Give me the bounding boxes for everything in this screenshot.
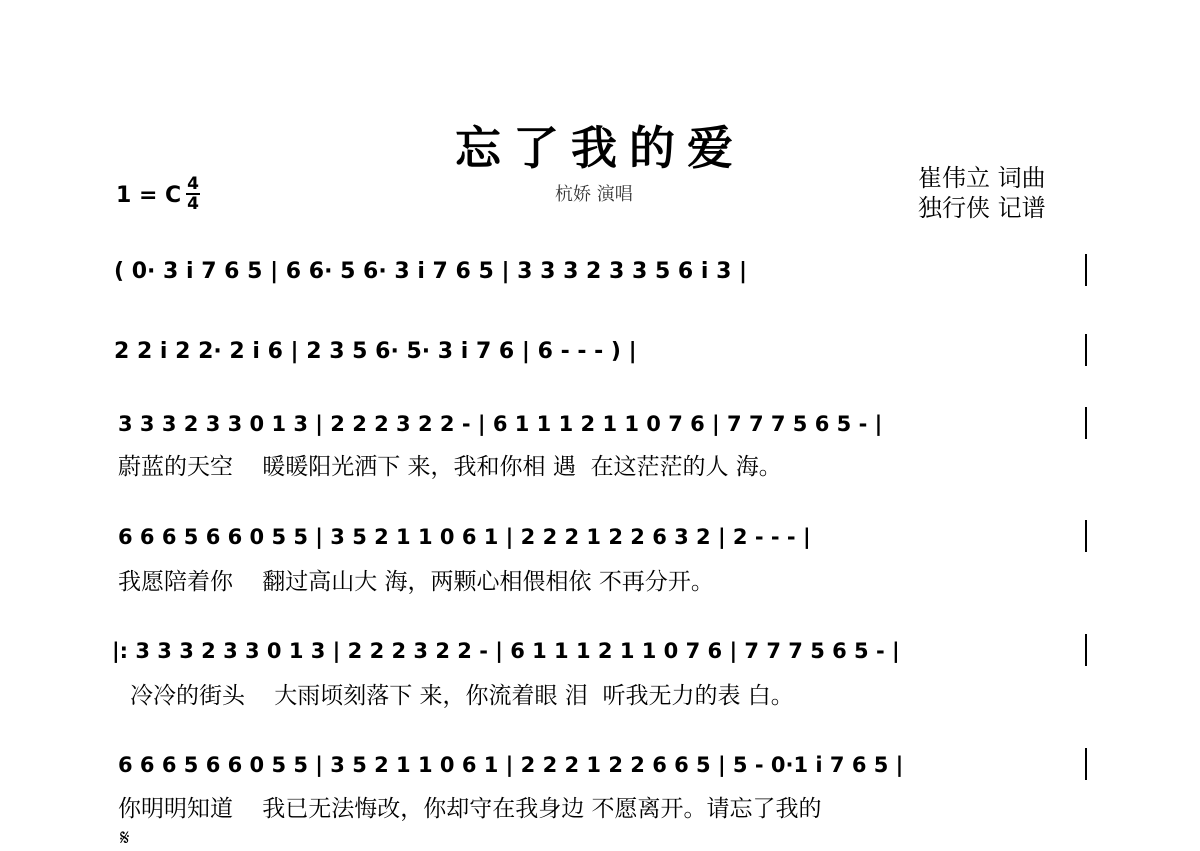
notation-text: 6 6 6 5 6 6 0 5 5 | 3 5 2 1 1 0 6 1 | 2 2 2 1 2 2 6 3 2 | 2 - - - | — [118, 525, 811, 549]
notation-line-5 — [0, 630, 1200, 670]
notation-staff-4 — [0, 516, 1200, 556]
song-title: 忘了我的爱 — [455, 121, 745, 175]
lyric-line-2: 我愿陪着你 翻过高山大 海，两颗心相偎相依 不再分开。 — [118, 569, 714, 595]
credits-block — [918, 163, 1046, 223]
notation-text: |: 3 3 3 2 3 3 0 1 3 | 2 2 2 3 2 2 - | 6 1 1 1 2 1 1 0 7 6 | 7 7 7 5 6 5 - | — [112, 639, 900, 663]
time-signature-top: 4 — [187, 174, 199, 194]
singer-credit: 杭娇 演唱 — [555, 184, 633, 205]
notation-staff-1 — [0, 250, 1200, 290]
notation-line-6 — [0, 744, 1200, 784]
lyric-line-4: 你明明知道 我已无法悔改，你却守在我身边 不愿离开。请忘了我的 — [118, 796, 822, 822]
notation-text: 3 3 3 2 3 3 0 1 3 | 2 2 2 3 2 2 - | 6 1 1 1 2 1 1 0 7 6 | 7 7 7 5 6 5 - | — [118, 412, 883, 436]
notation-staff-6 — [0, 744, 1200, 784]
notation-line-3 — [0, 403, 1200, 443]
notation-line-1 — [0, 250, 1200, 290]
time-signature — [186, 176, 200, 212]
notation-staff-2 — [0, 330, 1200, 370]
notation-text: ( 0· 3 i 7 6 5 | 6 6· 5 6· 3 i 7 6 5 | 3 3 3 2 3 3 5 6 i 3 | — [114, 259, 748, 284]
lyricist-composer-credit: 崔伟立 词曲 — [918, 164, 1046, 192]
notation-staff-5 — [0, 630, 1200, 670]
lyric-line-3: 冷冷的街头 大雨顷刻落下 来，你流着眼 泪 听我无力的表 白。 — [130, 683, 794, 709]
notation-line-2 — [0, 330, 1200, 370]
lyric-line-1: 蔚蓝的天空 暖暖阳光洒下 来，我和你相 遇 在这茫茫的人 海。 — [118, 454, 782, 480]
notation-line-4 — [0, 516, 1200, 556]
notation-text: 2 2 i 2 2· 2 i 6 | 2 3 5 6· 5· 3 i 7 6 | 6 - - - ) | — [114, 339, 637, 364]
time-signature-bottom: 4 — [187, 194, 199, 214]
notation-text: 6 6 6 5 6 6 0 5 5 | 3 5 2 1 1 0 6 1 | 2 2 2 1 2 2 6 6 5 | 5 - 0·1 i 7 6 5 | — [118, 753, 904, 777]
transcriber-credit: 独行侠 记谱 — [918, 194, 1046, 222]
notation-staff-3 — [0, 403, 1200, 443]
segno-sign: 𝄋 — [120, 826, 130, 851]
key-signature: 1 = C — [116, 183, 182, 208]
